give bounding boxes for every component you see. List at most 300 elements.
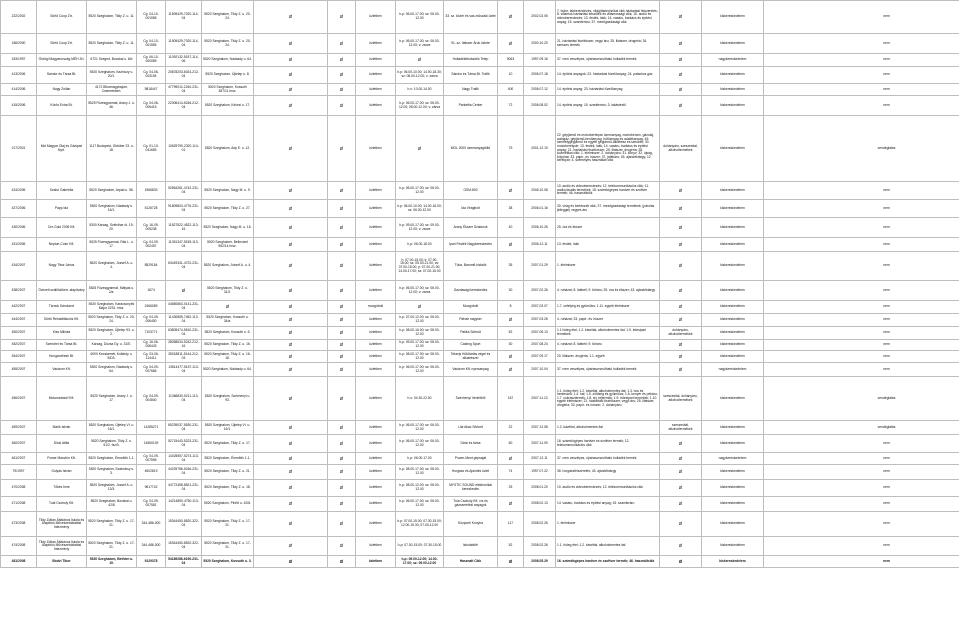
table-cell: 5520 Szeghalom, Újtelep VI. u. 16/1. [202, 421, 254, 435]
table-cell: h-p: 06.00-17.00; sz: 06.00-12.00 [396, 363, 444, 377]
table-cell: 5520 Szeghalom, Tildy Z. u. 20-24. [202, 1, 254, 34]
table-cell: Széchenyi Venlétből [444, 377, 498, 421]
table-cell: h-v: 10.00-14.00 [396, 84, 444, 96]
table-cell: 5520 Szeghalom, Bethlen u. 19. [87, 556, 137, 568]
table-cell: 2008.02.26 [524, 537, 556, 556]
table-cell: nem [764, 96, 959, 116]
table-cell: h-p: 06.00-18.00 [396, 238, 444, 252]
table-cell: kiskereskedelem [702, 435, 764, 453]
table-cell: nem [764, 67, 959, 84]
table-row [1, 54, 959, 67]
table-cell: 10. audió és videoberendezés; 12. telekommunikációs cikk; 11. audiovizuális termékek; 18. számítógépes hardver és szoftver termék; 46. használtcikk [556, 182, 660, 200]
table-cell: 30 [498, 281, 524, 301]
table-cell: nagykereskedelem [702, 54, 764, 67]
table-cell: 5520 Szeghalom, Karacsonyék Major 0231. hrsz. [87, 301, 137, 314]
table-cell: Ø [328, 96, 356, 116]
table-cell: 431/2006 [1, 238, 37, 252]
table-cell: Cg. 04-06-003194 [137, 67, 166, 84]
table-cell: üzletben [356, 116, 396, 182]
table-cell: kiskereskedelem [702, 421, 764, 435]
table-cell: h-p: 06.00-17.00; sz: 06.00-12.00; v: zárva [396, 281, 444, 301]
table-cell: Ø [254, 497, 328, 512]
table-cell: 52 [498, 537, 524, 556]
table-cell: Tekerjs Hűtőtárlás végei és alkatrészei [444, 351, 498, 363]
table-cell: 415/2006 [1, 96, 37, 116]
table-cell: nem [764, 218, 959, 238]
table-cell: Ø [328, 512, 356, 537]
table-cell: üzletben [356, 512, 396, 537]
table-cell: kiskereskedelem [702, 556, 764, 568]
table-cell: 28018811-5144-212-03 [166, 351, 202, 363]
table-cell: kiskereskedelem [702, 182, 764, 200]
table-cell: 37. nem veszélyes, újrahasznosítható hulladék termék [556, 363, 660, 377]
table-cell: Ipari Festék Nagykereskedés [444, 238, 498, 252]
table-cell: 5520 Szeghalom, Kossuth 387/11 hrsz. [202, 84, 254, 96]
table-cell: 2002.02.05 [524, 1, 556, 34]
table-cell: dohányáru, alkoholtermékek [660, 327, 702, 340]
table-cell: 5520 Szeghalom, Nádasdy u. 16/1. [87, 200, 137, 218]
table-cell: Ø [660, 453, 702, 465]
table-cell: 11509429-7020-114-04 [166, 34, 202, 54]
table-cell: Ø [498, 453, 524, 465]
table-cell: Ø [328, 480, 356, 497]
table-cell: kiskereskedelem [702, 512, 764, 537]
table-cell: kiskereskedelem [702, 67, 764, 84]
table-cell: Ø [254, 84, 328, 96]
table-cell: 5126728 [137, 200, 166, 218]
table-cell: 5520 Szeghalom, Tildy Z. u. 11. [87, 34, 137, 54]
table-cell: üzletben [356, 363, 396, 377]
table-cell: nem [764, 480, 959, 497]
table-cell: 5520 Szeghalom, József A. u. 13/3. [87, 480, 137, 497]
table-cell: Ø [328, 363, 356, 377]
table-cell: Mozgóbolt [444, 301, 498, 314]
table-cell: Ø [498, 314, 524, 327]
table-cell: 2006.10.08 [524, 182, 556, 200]
table-cell: Ø [498, 1, 524, 34]
table-cell: 5520 Szeghalom, Tildy Z. u. 18. [202, 480, 254, 497]
table-cell: 5520 Szeghalom, Kazinczy u. 20/1. [87, 67, 137, 84]
table-row [1, 314, 959, 327]
table-cell: 470/2008 [1, 480, 37, 497]
table-cell: Cg. 03-06-114411 [137, 351, 166, 363]
table-cell: kiskereskedelem [702, 377, 764, 421]
table-cell: Cg. 04-09-007666 [137, 363, 166, 377]
table-cell: nem [764, 1, 959, 34]
table-cell: 91809803-4776-231-04 [166, 200, 202, 218]
table-cell: 4502819 [137, 465, 166, 480]
table-cell: 20878203-6024-212-04 [166, 67, 202, 84]
table-cell: h-p: 09.00-17.00; sz: 08.00-12.00 [396, 340, 444, 351]
table-cell: Ø [328, 465, 356, 480]
table-cell: GSM-800 [444, 182, 498, 200]
table-cell: Ø [396, 301, 444, 314]
table-cell: 11366830-5211-113-04 [166, 377, 202, 421]
table-cell: 2007.02.26 [524, 281, 556, 301]
table-cell: kiskereskedelem [702, 218, 764, 238]
table-cell: Tóka, Baromfi-hizlalói [444, 252, 498, 281]
table-row [1, 453, 959, 465]
table-cell: Ø [660, 200, 702, 218]
table-cell: 5520 Szeghalom, Tildy Z. u. 16. [202, 340, 254, 351]
table-cell: 30. virág és kertészeti cikk; 37. mezőgazdasági termékek; (párolás jelleggel) vegyes áru [556, 200, 660, 218]
table-cell: Tula Csoboly Kft. víz és gázszerelési anyagok [444, 497, 498, 512]
table-cell: 5520 Szeghalom, Nagy M. u. 16. [202, 218, 254, 238]
table-cell: Ø [660, 281, 702, 301]
table-cell: Casting Sport [444, 340, 498, 351]
table-cell: Ø [660, 84, 702, 96]
table-cell: 1.7. cefelyég és gyümölcs; 1.11. egyéb élelmiszer [556, 301, 660, 314]
table-cell: Mol Magyar Olaj és Gázipari Nyrt. [37, 116, 87, 182]
table-cell: 424/2006 [1, 182, 37, 200]
table-cell: Nagy Trafik [444, 84, 498, 96]
table-cell: 5525 Füzesgyarmat, Rák L. u. 17. [87, 238, 137, 252]
table-cell: 5520 Szeghalom, Pinföt u. 42/8. [202, 497, 254, 512]
table-cell: Hasznalt Cikk [444, 556, 498, 568]
table-cell: 153/1997 [1, 54, 37, 67]
table-cell: 22. gépjármű és motorkerékpár üzemanyag, motorbenzin, gázolaj, autógáz, gépjármű-kenőanyag, hűtőanyag és adalékanyag; 49. személygépjármű és egyéb gépjármű-alkatrész és tartozék; 30. motorkerékpár; 13. festék, lakk; 14. vasáru, barkács és építési anyag; 21. háztartási tisztítószer; 25. illatszer, drogéria; 28. kozmetikai cikk; 1. élelmiszer; 2. dohányáru; 31. könyv; 32. újság, folyóirat; 33. papír- és írószer; 37. játékáru; 45. ajándéktárgy; 12. kerékpár; 4. személyes használati cikk [556, 116, 660, 182]
table-row [1, 556, 959, 568]
table-cell: h-p: 06.00-17.00; sz: 06.00-12.00; 08.00-12.00; v: zárva [396, 96, 444, 116]
table-cell: Ø [328, 497, 356, 512]
table-row [1, 512, 959, 537]
table-cell: vendéglátás [764, 116, 959, 182]
table-cell: Cg. 01-10-041683 [137, 116, 166, 182]
table-cell: 2007.12.08 [524, 421, 556, 435]
table-cell: Cg. 04-06-006415 [137, 96, 166, 116]
table-cell: 5520 Szeghalom, Bocskai u. 42/8 [87, 497, 137, 512]
table-cell: 344-486-000 [137, 537, 166, 556]
table-cell: Iskolabüfé [444, 537, 498, 556]
table-cell: 9129378 [137, 556, 166, 568]
table-cell: nem [764, 314, 959, 327]
table-cell: 2006.07.18 [524, 67, 556, 84]
table-cell: 11092132-5157-114-06 [166, 54, 202, 67]
table-cell: üzletben [356, 465, 396, 480]
table-cell: 455/2007 [1, 363, 37, 377]
table-cell: 1117 Budapest, Október 23. u. 18. [87, 116, 137, 182]
table-cell: Ø [396, 116, 444, 182]
table-cell: 5300 Karcag, Szélvihar út. 19-20. [87, 218, 137, 238]
table-cell: üzletben [356, 435, 396, 453]
table-cell: üzletben [356, 340, 396, 351]
table-cell: 65239037-5530-231-04 [166, 421, 202, 435]
table-cell: üzletben [356, 200, 396, 218]
table-cell: Cg. 04-09-007581 [137, 497, 166, 512]
table-cell: Ø [254, 435, 328, 453]
table-cell: Ø [660, 252, 702, 281]
table-cell: üzletben [356, 67, 396, 84]
table-cell: kiskereskedelem [702, 96, 764, 116]
table-cell: Ø [660, 556, 702, 568]
table-row [1, 351, 959, 363]
table-cell: 54189286-6190-231-04 [166, 556, 202, 568]
table-cell: Tőkés Imre [37, 480, 87, 497]
table-cell: Ø [328, 200, 356, 218]
table-cell: h-p: 06.00-17.00 [396, 453, 444, 465]
table-cell: 36. horgászfelszerelés; 43. ajándéktárgy [556, 465, 660, 480]
table-cell: Ördögi Magyarország MÉH Zrt. [37, 54, 87, 67]
table-row [1, 480, 959, 497]
table-cell: üzletben [356, 537, 396, 556]
table-cell: Cg. 16-06-008443 [137, 340, 166, 351]
table-cell: Ø [328, 327, 356, 340]
table-cell: Ø [328, 351, 356, 363]
table-row [1, 1, 959, 34]
table-cell: 16. számítógépes hardver és szoftver termék; 46. használtcikk [556, 556, 660, 568]
table-cell: Horgász és Ajándék üzlet [444, 465, 498, 480]
table-cell: 33. sz. közér és vas-műszaki üzlet [444, 1, 498, 34]
table-cell: 459/2007 [1, 421, 37, 435]
table-cell: 454/2007 [1, 351, 37, 363]
table-cell: nem [764, 182, 959, 200]
table-cell: h-p: 07.00-15.00; 07.30-15.00; 12.00-15.30; 07.00-12.00 [396, 512, 444, 537]
table-cell: 1. élelmiszer [556, 512, 660, 537]
table-cell: kiskereskedelem [702, 480, 764, 497]
table-cell: 5520 Szeghalom, Újtelep VI. u. 16/1. [87, 421, 137, 435]
table-cell: Power-Ment gépsaját [444, 453, 498, 465]
table-cell: 156/2000 [1, 34, 37, 54]
table-cell: nem [764, 301, 959, 314]
table-cell: 2007.09.17 [524, 351, 556, 363]
table-cell: Ø [498, 351, 524, 363]
table-cell: 11430859-7452-113-04 [166, 314, 202, 327]
table-cell: Cg. 06-10-000089 [137, 54, 166, 67]
table-cell: Cg. 04-09-002457 [137, 238, 166, 252]
table-cell: h-p: 06.00-17.00; sz: 06.00-12.00 [396, 1, 444, 34]
table-cell: 11051347-5159-113-04 [166, 238, 202, 252]
table-cell: Marik István [37, 421, 87, 435]
table-cell: kiskereskedelem [702, 497, 764, 512]
table-cell: 2007.08.24 [524, 340, 556, 351]
table-cell: 5063 [498, 54, 524, 67]
table-cell: 456/2007 [1, 377, 37, 421]
table-cell: 11509429-7020-114-04 [166, 1, 202, 34]
table-cell: 2000.10.20 [524, 34, 556, 54]
table-cell: Ø [660, 314, 702, 327]
table-row [1, 200, 959, 218]
table-cell: 5520 Szeghalom, Szabolcsy u. 3. [87, 465, 137, 480]
table-cell: h-p: 06.00-17.00; sz: 06.00-12.00 [396, 497, 444, 512]
table-cell: üzletben [356, 497, 396, 512]
table-cell: Ø [328, 54, 356, 67]
table-cell: Ø [660, 512, 702, 537]
table-row [1, 327, 959, 340]
table-cell: 40 [498, 218, 524, 238]
table-cell: nem [764, 497, 959, 512]
table-cell: 14285271 [137, 421, 166, 435]
table-cell: 5520 Szeghalom, Tildy Z. u. 17-21. [202, 512, 254, 537]
table-cell: nem [764, 453, 959, 465]
table-cell: 5520 Szeghalom, Nádasdy u. 64. [202, 54, 254, 67]
table-cell: Ø [254, 465, 328, 480]
table-cell: üzletben [356, 556, 396, 568]
table-cell: 471/2008 [1, 497, 37, 512]
table-cell: 25 [498, 480, 524, 497]
table-cell: Kiss Milinka [37, 327, 87, 340]
table-cell: nem [764, 238, 959, 252]
table-row [1, 377, 959, 421]
table-cell: nem [764, 435, 959, 453]
table-cell: Sörtő Coop Zrt. [37, 34, 87, 54]
table-cell: 9617742 [137, 480, 166, 497]
table-cell: üzletben [356, 34, 396, 54]
table-cell: 13. festék, lakk [556, 238, 660, 252]
table-cell: 14214890-4750-113-04 [166, 497, 202, 512]
table-cell: Ø [254, 363, 328, 377]
table-cell: Ø [328, 421, 356, 435]
table-row [1, 301, 959, 314]
table-cell: kiskereskedelem [702, 537, 764, 556]
table-cell: 5520 Szeghalom, Érmellék 1-1. [202, 453, 254, 465]
table-cell: 30 [498, 340, 524, 351]
table-cell: 28058634-5242-212-16 [166, 340, 202, 351]
table-cell: 14. vasáru, barkács és építési anyag; 15. szaniteráru [556, 497, 660, 512]
table-cell: 6000 Kecskemét, Kollárdy u. 5/D3. [87, 351, 137, 363]
table-cell: Rehab nagyker [444, 314, 498, 327]
table-cell: Ø [328, 1, 356, 34]
table-cell: Ø [254, 480, 328, 497]
table-cell: 5520 Szeghalom, Nádasdy u. 64. [202, 363, 254, 377]
table-cell: 430/2006 [1, 218, 37, 238]
table-cell: Ø [254, 54, 328, 67]
table-cell: 1997.09.16 [524, 54, 556, 67]
table-cell: Ø [328, 377, 356, 421]
table-cell: Tildy Zoltán Általános Iskola és Alapfokú Művészetoktatási Intézmény [37, 537, 87, 556]
table-cell: 5520 Szeghalom, Érmellék 1-1. [87, 453, 137, 465]
table-cell: 2006.10.26 [524, 218, 556, 238]
table-cell: 52715443-5223-231-04 [166, 435, 202, 453]
table-cell: 2007.12.11 [524, 453, 556, 465]
table-cell: kiskereskedelem [702, 327, 764, 340]
table-cell: Papp Ida [37, 200, 87, 218]
table-cell: Sándor és Társa Bt. [37, 67, 87, 84]
table-cell: üzletben [356, 252, 396, 281]
table-cell: Ø [254, 327, 328, 340]
table-cell: 79/1997 [1, 465, 37, 480]
table-cell: 474/2008 [1, 537, 37, 556]
table-cell: 25. óra és ékszer [556, 218, 660, 238]
table-cell: 2466089 [137, 301, 166, 314]
table-cell: 344-486-000 [137, 512, 166, 537]
table-cell: 5520 Szeghalom, Kossuth u. 5. [202, 327, 254, 340]
table-cell: 44225786-5246-231-04 [166, 465, 202, 480]
table-cell: 72 [498, 96, 524, 116]
table-cell: Ø [328, 84, 356, 96]
table-cell: 2007.06.13 [524, 327, 556, 340]
table-row [1, 67, 959, 84]
table-cell: 5520 Szeghalom, Kinizsi u. 17. [202, 96, 254, 116]
table-row [1, 218, 959, 238]
table-cell: 5520 Szeghalom, Arany J. u. 17. [87, 377, 137, 421]
table-cell: 481/2008 [1, 556, 37, 568]
table-cell: Ø [660, 54, 702, 67]
table-cell: Ø [660, 67, 702, 84]
table-cell: Gazdasági kereskedés [444, 281, 498, 301]
table-cell: 442/2007 [1, 301, 37, 314]
table-cell: Tula Csoboly Kft. [37, 497, 87, 512]
table-cell: üzletben [356, 182, 396, 200]
table-cell: Ø [254, 453, 328, 465]
table-cell: kiskereskedelem [702, 351, 764, 363]
table-cell: 2008.02.13 [524, 497, 556, 512]
table-cell: Ø [498, 238, 524, 252]
table-cell: nem [764, 556, 959, 568]
table-cell: 5525 Füzesgyarmat, Mátyás u. 2/a. [87, 281, 137, 301]
table-row [1, 34, 959, 54]
table-cell: üzletben [356, 421, 396, 435]
table-cell: kiskereskedelem [702, 340, 764, 351]
table-row [1, 465, 959, 480]
table-cell: Szabó Gabriella [37, 182, 87, 200]
table-cell: kiskereskedelem [702, 465, 764, 480]
table-cell: 5520 Szeghalom, Tildy Z. u. 27. [202, 200, 254, 218]
table-cell: kiskereskedelem [702, 34, 764, 54]
table-cell: 117 [498, 512, 524, 537]
table-cell: 4. ruházat; 8. lábbeli; 9. bőráru; 25. óra és ékszer; 43. ajándéktárgy [556, 281, 660, 301]
table-cell: Diósi és társa [444, 435, 498, 453]
table-cell: 5520 Szeghalom, Újtelep 93. u. 2. [87, 327, 137, 340]
table-cell: 5520 Szeghalom, Tildy Z. u. 21. [202, 465, 254, 480]
table-cell: Cg. 16-09-009238 [137, 218, 166, 238]
table-cell: 444/2007 [1, 314, 37, 327]
table-cell: nem [764, 252, 959, 281]
table-cell: nagykereskedelem [702, 363, 764, 377]
table-row [1, 340, 959, 351]
table-cell: kiskereskedelem [702, 314, 764, 327]
table-cell: h-p: 08.00-17.00; sz: 08.00-12.00 [396, 351, 444, 363]
table-cell: 5520 Szeghalom, Tildy Z. u. 20-24. [202, 34, 254, 54]
table-cell: 5520 Szeghalom, Tildy Z. u. 31/2. [202, 281, 254, 301]
table-cell: Parkettia Center [444, 96, 498, 116]
table-row [1, 421, 959, 435]
table-cell: Ø [328, 67, 356, 84]
table-cell: üzletben [356, 96, 396, 116]
table-cell: h-p: 06.00-17.00; sz: 06.00-12.00 [396, 182, 444, 200]
table-cell: 5520 Szeghalom, Tildy Z. u. 17. [202, 435, 254, 453]
table-cell: üzletben [356, 84, 396, 96]
table-cell: Bódvi Tibor [37, 556, 87, 568]
table-cell: h-p: 06.00-10.00; 14.00-18.30; sz: 06.00-12.00; v: zárva [396, 67, 444, 84]
table-cell: 5520 Szeghalom, Tildy Z. u. 17-21. [202, 537, 254, 556]
table-cell: 5520 Szeghalom, Széchenyi u. 93. [202, 377, 254, 421]
table-cell: nem [764, 512, 959, 537]
table-row [1, 116, 959, 182]
table-cell: 35 [498, 252, 524, 281]
table-cell: Tildy Zoltán Általános Iskola és Alapfokú Művészetoktatási Intézmény [37, 512, 87, 537]
table-cell: Ø [660, 363, 702, 377]
table-cell: Ø [254, 252, 328, 281]
table-cell: kiskereskedelem [702, 301, 764, 314]
table-cell: 5520 Szeghalom, Bellevizet 962/14 hrsz. [202, 238, 254, 252]
table-cell: Ø [166, 281, 202, 301]
table-cell: 438/2007 [1, 281, 37, 301]
table-cell: 1.1. hideg étel; 1.2. kávéital, alkoholmentes ital [556, 537, 660, 556]
table-cell: kiskereskedelem [702, 200, 764, 218]
table-cell: h-p: 08.00-16.00; sz: 08.00-12.00 [396, 327, 444, 340]
table-cell: Ø [498, 182, 524, 200]
table-cell: 473/2008 [1, 512, 37, 537]
table-cell: Karcag, Dózsa Gy. u. 31/E. [87, 340, 137, 351]
table-cell: Ø [254, 556, 328, 568]
table-cell: MYSTIC SOUND elektronikai kereskedés [444, 480, 498, 497]
table-cell: 13814477-5157-113-04 [166, 363, 202, 377]
table-cell: h-p: 07.00-15.00; 07.30-15.00 [396, 537, 444, 556]
table-cell: 5520 Szeghalom, Tildy Z. u. 17-21. [87, 512, 137, 537]
table-cell: Ø [254, 34, 328, 54]
table-cell: 427/2006 [1, 200, 37, 218]
table-cell: 14. építési anyag; 23. háztartási tüzelőanyag [556, 84, 660, 96]
